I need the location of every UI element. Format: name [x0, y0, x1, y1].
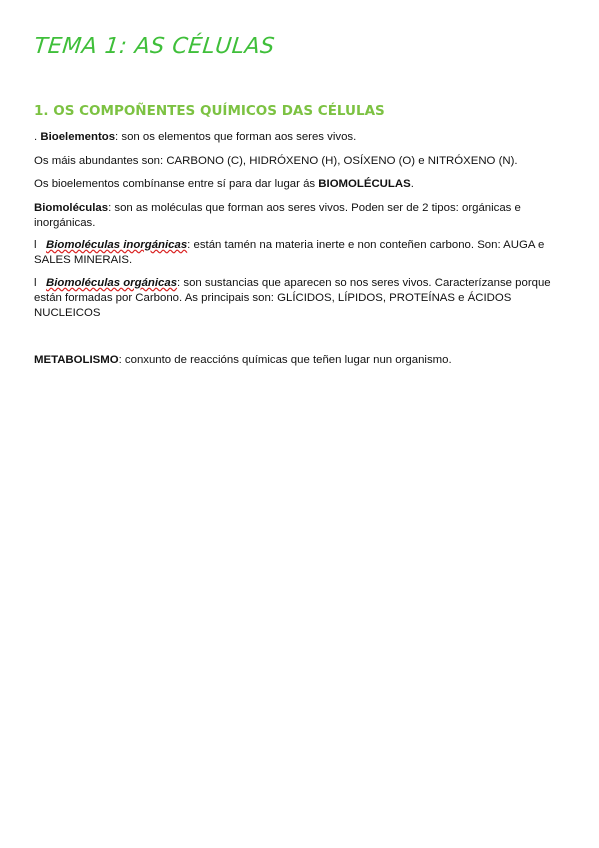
- paragraph-text: : están tamén na materia inerte e non conteñen carbono. Son: AUGA e SALES MINERAIS.: [34, 239, 545, 266]
- term-biomoleculas: Biomoléculas: [34, 202, 109, 214]
- paragraph-metabolismo: [34, 353, 566, 368]
- paragraph-bioelementos: [34, 130, 566, 145]
- paragraph-combinanse: [34, 177, 566, 192]
- paragraph-prefix: .: [34, 131, 41, 143]
- bullet-marker: l: [34, 239, 37, 251]
- section-heading: 1. OS COMPOÑENTES QUÍMICOS DAS CÉLULAS: [34, 103, 385, 119]
- paragraph-text: : son as moléculas que forman aos seres vivos. Poden ser de 2 tipos: orgánicas e inorgánicas.: [34, 202, 521, 229]
- document-title: TEMA 1: AS CÉLULAS: [32, 34, 276, 59]
- term-bioelementos: Bioelementos: [40, 131, 116, 143]
- bullet-marker: l: [34, 277, 37, 289]
- paragraph-abundantes: [34, 154, 566, 169]
- paragraph-text: : son sustancias que aparecen so nos seres vivos. Caracterízanse porque están formadas por Carbono. As principais son: GLÍCIDOS, LÍPIDOS, PROTEÍNAS e ÁCIDOS NUCLEICOS: [34, 277, 551, 319]
- paragraph-text: : son os elementos que forman aos seres vivos.: [115, 131, 357, 143]
- paragraph-inorganicas: [34, 238, 566, 268]
- paragraph-biomoleculas: [34, 201, 566, 231]
- paragraph-text: : conxunto de reaccións químicas que teñen lugar nun organismo.: [118, 354, 452, 366]
- term-biomoleculas-organicas: Biomoléculas orgánicas: [46, 277, 178, 289]
- paragraph-text: Os bioelementos combínanse entre sí para dar lugar ás: [34, 178, 319, 190]
- term-biomoleculas-caps: BIOMOLÉCULAS: [318, 178, 411, 190]
- paragraph-organicas: [34, 276, 566, 321]
- term-metabolismo: METABOLISMO: [34, 354, 119, 366]
- term-biomoleculas-inorganicas: Biomoléculas inorgánicas: [46, 239, 188, 251]
- paragraph-suffix: .: [410, 178, 414, 190]
- paragraph-text: Os máis abundantes son: CARBONO (C), HIDRÓXENO (H), OSÍXENO (O) e NITRÓXENO (N).: [34, 155, 518, 167]
